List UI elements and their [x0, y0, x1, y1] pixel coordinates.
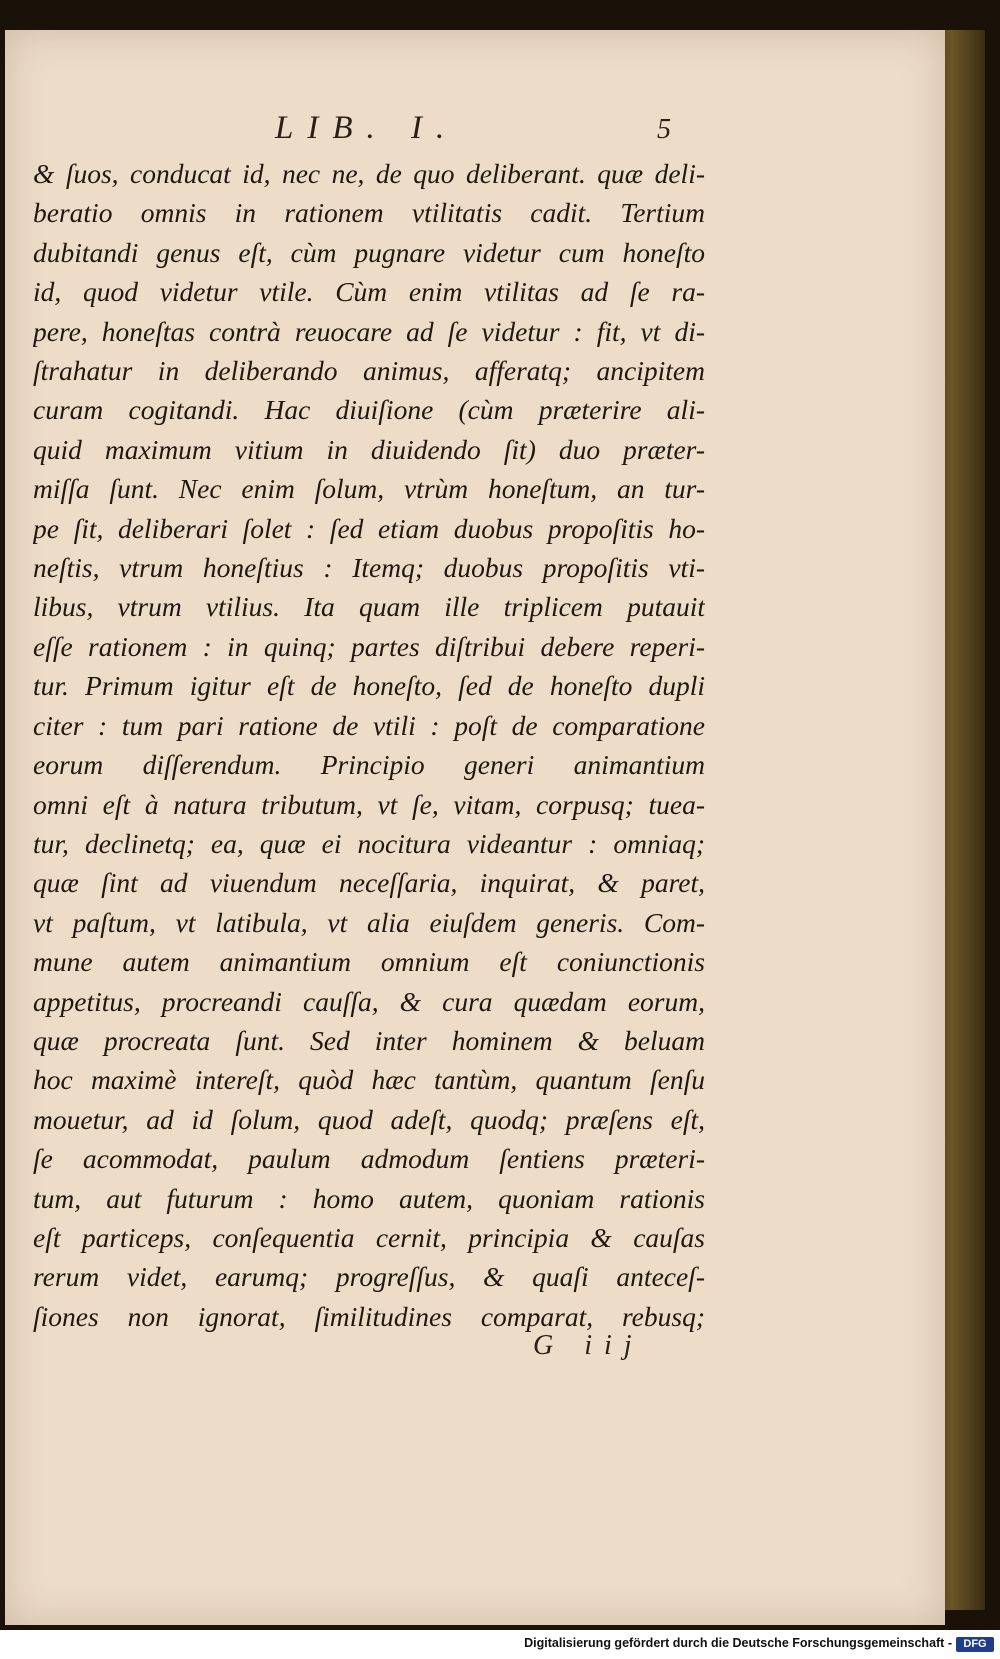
text-line: eſt particeps, conſequentia cernit, principia & cauſas	[33, 1221, 705, 1253]
text-line: eorum diſſerendum. Principio generi animantium	[33, 749, 705, 781]
text-line: quid maximum vitium in diuidendo ſit) duo præter-	[33, 433, 705, 465]
text-line: id, quod videtur vtile. Cùm enim vtilitas ad ſe ra-	[33, 276, 705, 308]
text-line: hoc maximè intereſt, quòd hæc tantùm, quantum ſenſu	[33, 1064, 705, 1096]
text-line: neſtis, vtrum honeſtius : Itemq; duobus propoſitis vti-	[33, 552, 705, 584]
dfg-logo: DFG	[956, 1637, 994, 1652]
footer-credit: Digitalisierung gefördert durch die Deutsche Forschungsgemeinschaft -	[524, 1636, 952, 1650]
text-line: vt paſtum, vt latibula, vt alia eiuſdem generis. Com-	[33, 906, 705, 938]
text-line: ſtrahatur in deliberando animus, afferatq; ancipitem	[33, 355, 705, 387]
text-line: tum, aut futurum : homo autem, quoniam rationis	[33, 1182, 705, 1214]
body-text	[33, 154, 705, 1336]
text-line: pere, honeſtas contrà reuocare ad ſe videtur : fit, vt di-	[33, 315, 705, 347]
text-line: pe ſit, deliberari ſolet : ſed etiam duobus propoſitis ho-	[33, 512, 705, 544]
text-line: quæ procreata ſunt. Sed inter hominem & beluam	[33, 1024, 705, 1056]
page-number: 5	[657, 114, 671, 145]
text-line: dubitandi genus eſt, cùm pugnare videtur cum honeſto	[33, 236, 705, 268]
text-line: citer : tum pari ratione de vtili : poſt de comparatione	[33, 709, 705, 741]
text-line: ſe acommodat, paulum admodum ſentiens præteri-	[33, 1143, 705, 1175]
text-line: mouetur, ad id ſolum, quod adeſt, quodq; præſens eſt,	[33, 1103, 705, 1135]
text-line: libus, vtrum vtilius. Ita quam ille triplicem putauit	[33, 591, 705, 623]
text-line: tur, declinetq; ea, quæ ei nocitura videantur : omniaq;	[33, 827, 705, 859]
running-title: LIB. I.	[275, 110, 459, 146]
text-line: rerum videt, earumq; progreſſus, & quaſi anteceſ-	[33, 1261, 705, 1293]
text-line: tur. Primum igitur eſt de honeſto, ſed de honeſto dupli	[33, 670, 705, 702]
text-line: miſſa ſunt. Nec enim ſolum, vtrùm honeſtum, an tur-	[33, 473, 705, 505]
text-line: beratio omnis in rationem vtilitatis cadit. Tertium	[33, 197, 705, 229]
text-line: eſſe rationem : in quinq; partes diſtribui debere reperi-	[33, 630, 705, 662]
text-line: appetitus, procreandi cauſſa, & cura quædam eorum,	[33, 985, 705, 1017]
book-page	[5, 30, 945, 1625]
text-line: & ſuos, conducat id, nec ne, de quo deliberant. quæ deli-	[33, 158, 705, 189]
footer-bar	[0, 1630, 1000, 1659]
text-line: mune autem animantium omnium eſt coniunctionis	[33, 946, 705, 978]
text-line: quæ ſint ad viuendum neceſſaria, inquirat, & paret,	[33, 867, 705, 899]
signature-mark: G iij	[533, 1330, 644, 1361]
text-line: ſiones non ignorat, ſimilitudines comparat, rebusq;	[33, 1300, 705, 1332]
text-line: curam cogitandi. Hac diuiſione (cùm præterire ali-	[33, 394, 705, 426]
text-line: omni eſt à natura tributum, vt ſe, vitam, corpusq; tuea-	[33, 788, 705, 820]
